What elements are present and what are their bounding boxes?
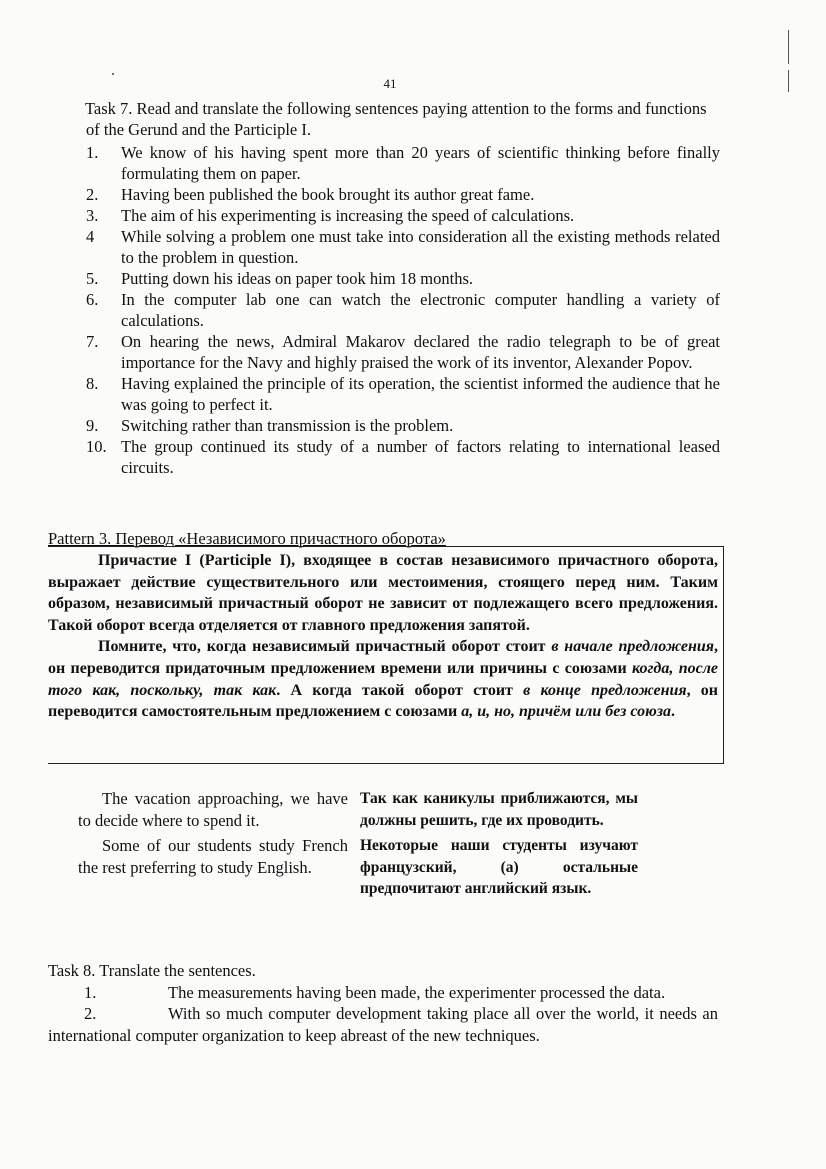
rule-text-run: , он переводится самостоятельным предложением с союзами (48, 681, 719, 721)
scan-edge-mark (788, 30, 789, 64)
item-number: 2. (84, 1004, 97, 1024)
example-row (78, 788, 638, 831)
task7-section (48, 98, 720, 478)
item-text: On hearing the news, Admiral Makarov declared the radio telegraph to be of great importance for the Navy and highly praised the work of its inventor, Alexander Popov. (121, 332, 720, 372)
rule-text-run: Помните, что, когда независимый причастный оборот стоит (98, 638, 552, 656)
item-number: 10. (86, 437, 107, 456)
example-english-text: Some of our students study French the rest preferring to study English. (78, 836, 348, 877)
list-item (48, 982, 718, 1004)
item-text: We know of his having spent more than 20 years of scientific thinking before finally formulating them on paper. (121, 143, 720, 183)
rule-box-text (48, 550, 718, 723)
example-russian: Некоторые наши студенты изучают французский, (а) остальные предпочитают английский язык. (360, 837, 638, 898)
rule-text-run: , он переводится придаточным предложением времени или причины с союзами (48, 638, 719, 677)
list-item (48, 289, 720, 331)
item-number: 4 (86, 227, 95, 246)
rule-emphasis: а, и, но, причём или без союза (461, 703, 671, 721)
item-text: Putting down his ideas on paper took him 18 months. (121, 269, 473, 288)
item-text: Switching rather than transmission is the problem. (121, 416, 454, 435)
list-item (48, 226, 720, 268)
rule-paragraph-1: Причастие I (Participle I), входящее в состав независимого причастного оборота, выражает действие существительного или местоимения, стоящего перед ним. Таким образом, независимый причастный оборот не зависит от подлежащего всего предложения. Такой оборот всегда отделяется от главного предложения запятой. (48, 552, 718, 634)
item-text: While solving a problem one must take into consideration all the existing methods related to the problem in question. (121, 227, 720, 267)
example-english-text: The vacation approaching, we have to decide where to spend it. (78, 789, 348, 830)
rule-paragraph-2 (48, 636, 718, 722)
item-text: In the computer lab one can watch the electronic computer handling a variety of calculations. (121, 290, 720, 330)
list-item (48, 205, 720, 226)
scan-edge-mark (788, 70, 789, 92)
task8-heading: Task 8. Translate the sentences. (48, 961, 256, 980)
list-item (48, 415, 720, 436)
examples-table (78, 788, 638, 900)
list-item (48, 436, 720, 478)
example-russian: Так как каникулы приближаются, мы должны решить, где их проводить. (360, 790, 638, 829)
item-number: 1. (86, 143, 99, 162)
item-number: 7. (86, 332, 99, 351)
rule-emphasis: когда, после того как, поскольку, так как (48, 659, 719, 699)
scan-dot (112, 73, 114, 75)
task8-section (48, 960, 718, 1046)
task7-list (48, 142, 720, 478)
item-number: 6. (86, 290, 99, 309)
example-english (78, 835, 360, 900)
list-item (48, 1003, 718, 1046)
item-number: 2. (86, 185, 99, 204)
example-english (78, 788, 360, 831)
list-item (48, 142, 720, 184)
list-item (48, 268, 720, 289)
pattern3-title: Pattern 3. Перевод «Независимого причастного оборота» (48, 529, 446, 548)
item-text: The measurements having been made, the experimenter processed the data. (168, 982, 666, 1002)
item-text: Having been published the book brought its author great fame. (121, 185, 535, 204)
list-item (48, 331, 720, 373)
list-item (48, 184, 720, 205)
item-number: 8. (86, 374, 99, 393)
item-text: Having explained the principle of its operation, the scientist informed the audience that he was going to perfect it. (121, 374, 720, 414)
page-number: 41 (383, 76, 397, 91)
rule-emphasis: в начале предложения (551, 638, 715, 656)
rule-emphasis: в конце предложения (523, 681, 687, 699)
item-text: The group continued its study of a number of factors relating to international leased circuits. (121, 437, 720, 477)
task7-heading: Task 7. Read and translate the following sentences paying attention to the forms and functions of the Gerund and the Participle I. (85, 99, 707, 139)
item-number: 9. (86, 416, 99, 435)
rule-text-run: . (671, 703, 675, 721)
example-row (78, 835, 638, 900)
item-number: 1. (84, 982, 97, 1002)
item-number: 3. (86, 206, 99, 225)
rule-text-run: . А когда такой оборот стоит (276, 681, 524, 699)
list-item (48, 373, 720, 415)
item-text: The aim of his experimenting is increasing the speed of calculations. (121, 206, 575, 225)
item-text: With so much computer development taking place all over the world, it needs an international computer organization to keep abreast of the new techniques. (48, 1004, 718, 1045)
item-number: 5. (86, 269, 99, 288)
